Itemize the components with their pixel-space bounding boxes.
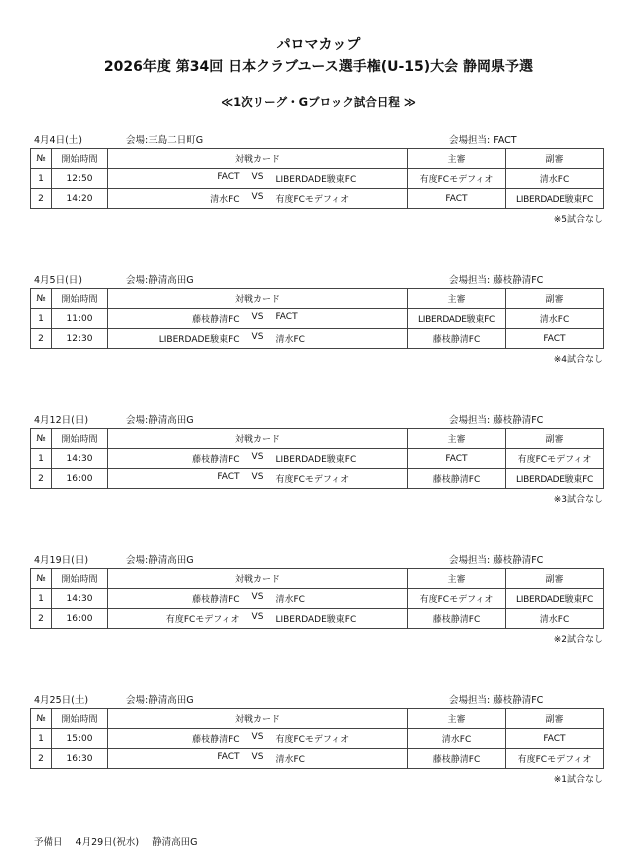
col-header-no: №: [31, 429, 52, 449]
start-time: 14:20: [52, 189, 108, 209]
table-row: [31, 469, 604, 489]
home-team: FACT: [217, 752, 240, 762]
col-header-start: 開始時間: [52, 429, 108, 449]
away-team: 清水FC: [275, 755, 305, 765]
match-card: [108, 309, 408, 329]
match-day-section: [30, 412, 603, 505]
match-date: 4月19日(日): [34, 555, 89, 566]
assistant-referee: 有度FCモデフィオ: [506, 749, 604, 769]
venue-label: 会場:静清高田G: [126, 555, 194, 566]
referee: 藤枝静清FC: [408, 329, 506, 349]
col-header-referee: 主審: [408, 289, 506, 309]
start-time: 14:30: [52, 449, 108, 469]
reserve-day-date: 4月29日(祝水): [75, 837, 140, 848]
assistant-referee: LIBERDADE駿東FC: [506, 469, 604, 489]
start-time: 16:00: [52, 609, 108, 629]
match-no: 2: [31, 329, 52, 349]
col-header-start: 開始時間: [52, 289, 108, 309]
match-no: 2: [31, 189, 52, 209]
venue-manager: 会場担当: 藤枝静清FC: [449, 275, 544, 286]
match-table: [30, 568, 604, 629]
start-time: 16:00: [52, 469, 108, 489]
match-no: 1: [31, 729, 52, 749]
match-table: [30, 428, 604, 489]
match-card: [108, 189, 408, 209]
col-header-card: 対戦カード: [108, 709, 408, 729]
home-team: FACT: [217, 472, 240, 482]
away-team: 有度FCモデフィオ: [275, 475, 350, 485]
home-team: 藤枝静清FC: [192, 735, 240, 745]
match-date: 4月25日(土): [34, 695, 89, 706]
home-team: 藤枝静清FC: [192, 315, 240, 325]
match-table: [30, 288, 604, 349]
match-no: 1: [31, 589, 52, 609]
venue-label: 会場:静清高田G: [126, 275, 194, 286]
col-header-start: 開始時間: [52, 149, 108, 169]
col-header-no: №: [31, 709, 52, 729]
col-header-referee: 主審: [408, 709, 506, 729]
assistant-referee: FACT: [506, 329, 604, 349]
vs-label: VS: [251, 732, 264, 742]
start-time: 16:30: [52, 749, 108, 769]
col-header-no: №: [31, 569, 52, 589]
vs-label: VS: [251, 332, 264, 342]
referee: 清水FC: [408, 729, 506, 749]
col-header-card: 対戦カード: [108, 289, 408, 309]
away-team: 清水FC: [275, 335, 305, 345]
venue-manager: 会場担当: 藤枝静清FC: [449, 695, 544, 706]
match-date: 4月12日(日): [34, 415, 89, 426]
match-card: [108, 329, 408, 349]
vs-label: VS: [251, 592, 264, 602]
col-header-start: 開始時間: [52, 569, 108, 589]
match-no: 1: [31, 169, 52, 189]
match-note: ※5試合なし: [553, 215, 603, 225]
assistant-referee: FACT: [506, 729, 604, 749]
col-header-no: №: [31, 149, 52, 169]
vs-label: VS: [251, 752, 264, 762]
home-team: 有度FCモデフィオ: [165, 615, 240, 625]
table-row: [31, 609, 604, 629]
referee: FACT: [408, 189, 506, 209]
vs-label: VS: [251, 172, 264, 182]
vs-label: VS: [251, 612, 264, 622]
away-team: FACT: [275, 312, 298, 322]
table-header-row: [31, 429, 604, 449]
start-time: 12:30: [52, 329, 108, 349]
col-header-referee: 主審: [408, 429, 506, 449]
match-card: [108, 469, 408, 489]
match-note: ※4試合なし: [553, 355, 603, 365]
vs-label: VS: [251, 192, 264, 202]
match-day-header: [30, 552, 603, 568]
match-note: ※1試合なし: [553, 775, 603, 785]
away-team: LIBERDADE駿東FC: [275, 455, 357, 465]
referee: 藤枝静清FC: [408, 749, 506, 769]
vs-label: VS: [251, 312, 264, 322]
document-title: パロマカップ: [276, 37, 361, 53]
referee: LIBERDADE駿東FC: [408, 309, 506, 329]
away-team: 有度FCモデフィオ: [275, 735, 350, 745]
match-date: 4月5日(日): [34, 275, 83, 286]
match-card: [108, 749, 408, 769]
match-card: [108, 169, 408, 189]
col-header-referee: 主審: [408, 149, 506, 169]
away-team: LIBERDADE駿東FC: [275, 175, 357, 185]
away-team: LIBERDADE駿東FC: [275, 615, 357, 625]
referee: FACT: [408, 449, 506, 469]
match-note: ※2試合なし: [553, 635, 603, 645]
col-header-card: 対戦カード: [108, 569, 408, 589]
away-team: 清水FC: [275, 595, 305, 605]
table-row: [31, 589, 604, 609]
match-no: 1: [31, 309, 52, 329]
table-header-row: [31, 569, 604, 589]
match-no: 2: [31, 609, 52, 629]
match-card: [108, 449, 408, 469]
match-day-section: [30, 272, 603, 365]
reserve-day-label: 予備日: [34, 837, 63, 848]
match-table: [30, 708, 604, 769]
match-day-section: [30, 692, 603, 785]
assistant-referee: LIBERDADE駿東FC: [506, 189, 604, 209]
vs-label: VS: [251, 452, 264, 462]
home-team: 藤枝静清FC: [192, 595, 240, 605]
match-no: 2: [31, 469, 52, 489]
home-team: LIBERDADE駿東FC: [158, 335, 240, 345]
col-header-no: №: [31, 289, 52, 309]
referee: 有度FCモデフィオ: [408, 589, 506, 609]
venue-manager: 会場担当: 藤枝静清FC: [449, 555, 544, 566]
match-note: ※3試合なし: [553, 495, 603, 505]
home-team: 清水FC: [210, 195, 240, 205]
vs-label: VS: [251, 472, 264, 482]
col-header-assistant: 副審: [506, 429, 604, 449]
start-time: 11:00: [52, 309, 108, 329]
col-header-card: 対戦カード: [108, 429, 408, 449]
referee: 藤枝静清FC: [408, 469, 506, 489]
col-header-referee: 主審: [408, 569, 506, 589]
match-card: [108, 609, 408, 629]
assistant-referee: 清水FC: [506, 309, 604, 329]
start-time: 14:30: [52, 589, 108, 609]
match-card: [108, 589, 408, 609]
venue-manager: 会場担当: 藤枝静清FC: [449, 415, 544, 426]
match-day-header: [30, 412, 603, 428]
match-day-section: [30, 132, 603, 225]
match-day-header: [30, 272, 603, 288]
reserve-day: [34, 834, 208, 848]
col-header-card: 対戦カード: [108, 149, 408, 169]
table-row: [31, 169, 604, 189]
home-team: FACT: [217, 172, 240, 182]
venue-manager: 会場担当: FACT: [449, 135, 517, 146]
away-team: 有度FCモデフィオ: [275, 195, 350, 205]
match-card: [108, 729, 408, 749]
venue-label: 会場:三島二日町G: [126, 135, 204, 146]
table-row: [31, 749, 604, 769]
match-no: 2: [31, 749, 52, 769]
assistant-referee: LIBERDADE駿東FC: [506, 589, 604, 609]
referee: 藤枝静清FC: [408, 609, 506, 629]
match-day-header: [30, 692, 603, 708]
col-header-assistant: 副審: [506, 289, 604, 309]
match-day-header: [30, 132, 603, 148]
table-header-row: [31, 289, 604, 309]
table-row: [31, 729, 604, 749]
assistant-referee: 清水FC: [506, 609, 604, 629]
col-header-assistant: 副審: [506, 709, 604, 729]
match-no: 1: [31, 449, 52, 469]
table-header-row: [31, 709, 604, 729]
table-row: [31, 309, 604, 329]
match-day-section: [30, 552, 603, 645]
start-time: 12:50: [52, 169, 108, 189]
match-table: [30, 148, 604, 209]
venue-label: 会場:静清高田G: [126, 695, 194, 706]
home-team: 藤枝静清FC: [192, 455, 240, 465]
table-row: [31, 329, 604, 349]
table-row: [31, 449, 604, 469]
match-date: 4月4日(土): [34, 135, 83, 146]
col-header-assistant: 副審: [506, 149, 604, 169]
tournament-title: 2026年度 第34回 日本クラブユース選手権(U-15)大会 静岡県予選: [103, 59, 534, 75]
referee: 有度FCモデフィオ: [408, 169, 506, 189]
table-header-row: [31, 149, 604, 169]
assistant-referee: 清水FC: [506, 169, 604, 189]
col-header-start: 開始時間: [52, 709, 108, 729]
start-time: 15:00: [52, 729, 108, 749]
reserve-day-venue: 静清高田G: [152, 837, 198, 848]
schedule-subtitle: ≪1次リーグ・Gブロック試合日程 ≫: [221, 95, 416, 109]
col-header-assistant: 副審: [506, 569, 604, 589]
table-row: [31, 189, 604, 209]
venue-label: 会場:静清高田G: [126, 415, 194, 426]
assistant-referee: 有度FCモデフィオ: [506, 449, 604, 469]
